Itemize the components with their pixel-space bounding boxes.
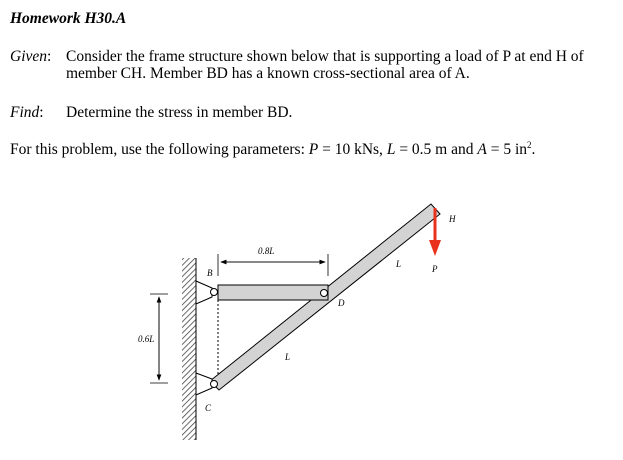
wall-hatching <box>182 258 196 440</box>
label-l-upper: L <box>396 259 402 269</box>
parameters-line: For this problem, use the following parameters: P = 10 kNs, L = 0.5 m and A = 5 $in^2$. <box>10 140 536 158</box>
label-h: H <box>449 214 456 224</box>
find-text: Determine the stress in member BD. <box>66 104 293 121</box>
label-0-8l: 0.8L <box>258 246 275 256</box>
given-text: Consider the frame structure shown below that is supporting a load of P at end H of member CH. Member BD has a known cross-sectional area of A. <box>66 48 584 82</box>
pin-b <box>211 289 218 296</box>
label-p: P <box>432 264 438 274</box>
pin-c <box>211 381 218 388</box>
given-label: Given: <box>10 48 52 65</box>
member-bd <box>218 285 328 300</box>
homework-title: Homework H30.A <box>10 10 127 27</box>
label-b: B <box>207 268 213 278</box>
support-b-bracket <box>196 281 212 304</box>
label-l-lower: L <box>285 352 291 362</box>
support-c-bracket <box>196 373 212 395</box>
load-p-arrow-head <box>429 240 441 256</box>
label-d: D <box>338 298 345 308</box>
find-label: Find: <box>10 104 44 121</box>
label-c: C <box>205 403 212 413</box>
label-0-6l: 0.6L <box>138 334 155 344</box>
pin-d <box>321 290 328 297</box>
